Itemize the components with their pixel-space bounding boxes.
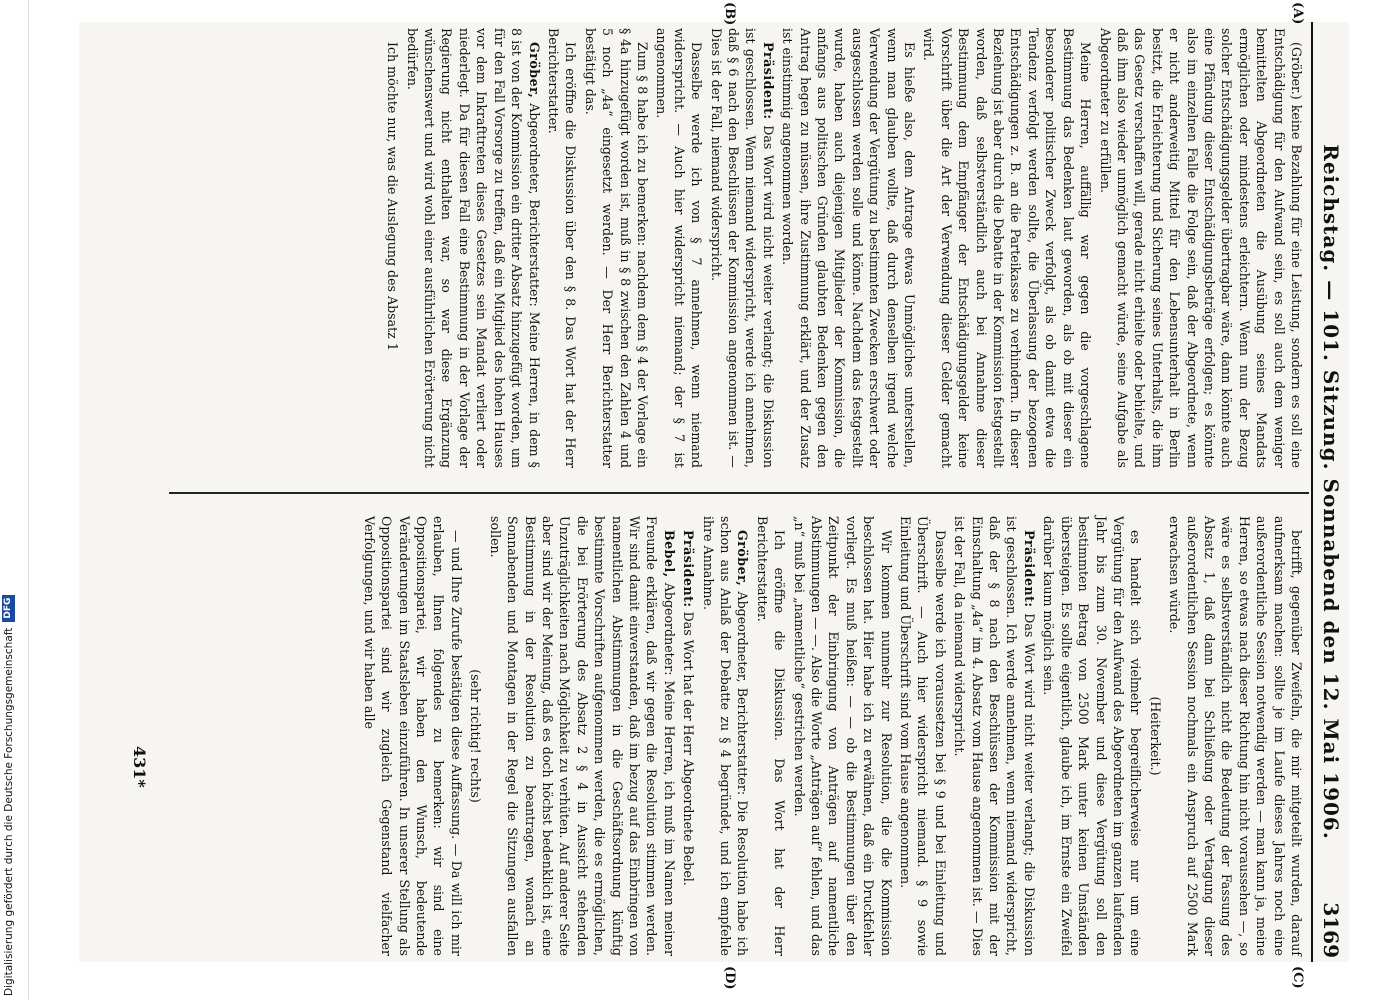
paragraph [1040,516,1144,956]
paragraph-text: Zum § 8 habe ich zu bemerken: nachdem dem § 4 der Vorlage ein § 4a hinzugefügt worden ist, muß in § 8 zwischen den Zahlen 4 und 5 noch „4a“ eingesetzt werden. — Der Herr Berichterstatter bestätigt das. [582,28,650,468]
digitization-credit [2,595,15,996]
margin-marker-d: (D) [722,966,737,990]
right-column [358,516,1305,956]
speaker-name: Gröber, [526,42,542,99]
dfg-logo: DFG [2,595,15,622]
margin-marker-c: (C) [1290,966,1305,989]
paragraph [467,516,484,956]
paragraph [897,516,949,956]
page-title: Reichstag. — 101. Sitzung. Sonnabend den 12. Mai 1906. [1319,144,1343,840]
paragraph-text: Ich möchte nur, was die Auslegung des Absatz 1 [385,42,401,351]
paragraph-text: Das Wort wird nicht weiter verlangt; die Diskussion ist geschlossen. Wenn niemand widerspricht, werde ich annehmen, daß § 6 nach den Beschlüssen der Kommission angenommen ist. — Dies ist der Fall, niemand widerspricht. [708,28,776,468]
paragraph-text: Ich eröffne die Diskussion über den § 8. Das Wort hat der Herr Berichterstatter. [545,28,579,468]
paragraph [707,28,777,468]
paragraph-text: Dasselbe werde ich von § 7 annehmen, wenn niemand widerspricht. — Auch hier widerspricht niemand; der § 7 ist angenommen. [654,28,705,468]
sheet-number: 431* [130,746,149,788]
paragraph-text: betrifft, gegenüber Zweifeln, die mir mitgeteilt wurden, darauf aufmerksam machen: sollte je im Laufe dieses Jahres noch eine außerordentliche Session notwendig werden — man kann ja, meine Herren, so etwas nach dieser Richtung hin nicht voraussehen —, so wäre es selbstverständlich nicht die Bedeutung der Fassung des Absatz 1, daß dann bei Schließung oder Vertagung dieser außerordentlichen Session nochmals ein Anspruch auf 2500 Mark erwachsen würde. [1167,516,1304,956]
paragraph [1166,516,1305,956]
paragraph-text: Abgeordneter, Berichterstatter: Meine Herren, in dem § 8 ist von der Kommission ein dritter Absatz hinzugefügt worden, um für den Fall Vorsorge zu treffen, daß ein Mitglied des hohen Hauses vor dem Inkrafttreten dieses Gesetzes sein Mandat verliert oder niederlegt. Da für diesen Fall eine Bestimmung in der Vorlage der Regierung nicht enthalten war, so war diese Ergänzung wünschenswert und wird wohl einer ausführlichen Erörterung nicht bedürfen. [404,28,542,468]
paragraph [753,516,788,956]
paragraph [360,516,464,956]
paragraph [951,516,1038,956]
paragraph [653,28,705,468]
paragraph-text: — und Ihre Zurufe bestätigen diese Auffassung. — Da will ich mir erlauben, Ihnen folgendes zu bemerken: wir sind eine Oppositionspartei, wir haben den Wunsch, bedeutende Veränderungen im Staatsleben einzuführen. In unserer Stellung als Oppositionspartei sind wir zugleich Gegenstand vielfacher Verfolgungen, und wir haben alle [361,516,464,956]
speaker-name: Präsident: [1021,530,1037,608]
paragraph-text: (Gröber.) keine Bezahlung für eine Leistung, sondern es soll eine Entschädigung für den Aufwand sein, es soll auch dem weniger bemittelten Abgeordneten die Ausübung seines Mandats ermöglichen oder mindestens erleichtern. Wenn nun der Bezug solcher Entschädigungsgelder übertragbar wäre, dann könnte auch eine Pfändung dieser Entschädigungsbeträge erfolgen; es könnte also im einzelnen Falle die Folge sein, daß der Abgeordnete, wenn er nicht anderweitig Mittel für den Lebensunterhalt in Berlin besitzt, die Erleichterung und Sicherung seines Unterhalts, die ihm das Gesetz verschaffen will, gerade nicht erhielte oder behielte, und daß ihm also wieder unmöglich gemacht würde, seine Aufgabe als Abgeordneter zu erfüllen. [1097,28,1304,468]
margin-marker-b: (B) [722,2,737,26]
speaker-name: Präsident: [760,42,776,120]
paragraph [403,28,542,468]
paragraph [1146,516,1163,956]
paragraph-text: es handelt sich vielmehr begreiflicherweise nur um eine Vergütung für den Aufwand des Abgeordneten im ganzen laufenden Jahr bis zum 30. November und diese Vergütung soll den bestimmten Betrag von 2500 Mark unter keinen Umständen übersteigen. Es sollte eigentlich, glaube ich, im Ernste ein Zweifel darüber kaum möglich sein. [1041,516,1144,956]
paragraph-text: Dasselbe werde ich voraussetzen bei § 9 und bei Einleitung und Überschrift. — Auch hier widerspricht niemand. § 9 sowie Einleitung und Überschrift sind vom Hause angenommen. [898,516,948,956]
paragraph-text: Das Wort wird nicht weiter verlangt; die Diskussion ist geschlossen. Ich werde annehmen, wenn niemand widerspricht, daß der § 8 nach den Beschlüssen der Kommission mit der Einschaltung „4a“ im 4. Absatz vom Hause angenommen ist. — Dies ist der Fall, da niemand widerspricht. [952,516,1037,956]
paragraph-text: Das Wort hat der Herr Abgeordnete Bebel. [681,611,697,886]
margin-marker-a: (A) [1290,2,1305,25]
column-divider [169,492,1309,494]
paragraph [699,516,751,956]
paragraph-text: (sehr richtig! rechts) [468,669,484,803]
paragraph [384,28,401,468]
page-header [1311,22,1349,962]
paragraph-text: Abgeordneter, Berichterstatter: Die Resolution habe ich schon aus Anlaß der Debatte zu § 4 begründet, und ich empfehle ihre Annahme. [700,516,751,956]
paragraph-text: (Heiterkeit.) [1147,696,1163,776]
left-column [382,28,1305,468]
paragraph-text: Wir kommen nunmehr zur Resolution, die die Kommission beschlossen hat. Hier habe ich zu erwähnen, daß ein Druckfehler vorliegt. Es muß heißen: — — ob die Bestimmungen über den Zeitpunkt der Einbringung von Anträgen auf namentliche Abstimmungen — —. Also die Worte „Anträgen auf“ fehlen, und das „n“ muß bei „namentliche“ gestrichen werden. [791,516,894,956]
paragraph [680,516,697,956]
paragraph [581,28,651,468]
paragraph-text: Ich eröffne die Diskussion. Das Wort hat der Herr Berichterstatter. [754,516,788,956]
paragraph-text: Meine Herren, auffällig war gegen die vorgeschlagene Bestimmung das Bedenken laut geworden, als ob mit dieser ein besonderer politischer Zweck verfolgt, als ob damit etwa die Tendenz verfolgt werden sollte, die Überlassung der bezogenen Entschädigungen z. B. an die Parteikasse zu verhindern. In dieser Beziehung ist aber durch die Debatte in der Kommission festgestellt worden, daß selbstverständlich auch bei Annahme dieser Bestimmung dem Empfänger der Entschädigungsgelder keine Vorschrift über die Art der Verwendung dieser Gelder gemacht wird. [921,28,1094,468]
paragraph [790,516,894,956]
speaker-name: Präsident: [681,530,697,608]
document-page [79,2,1349,990]
paragraph [545,28,580,468]
paragraph [920,28,1094,468]
paragraph [1096,28,1305,468]
paragraph-text: Es hieße also, dem Antrage etwas Unmögliches unterstellen, wenn man glauben wollte, daß durch denselben irgend welche Verwendung der Vergütung zu bestimmten Zwecken erschwert oder ausgeschlossen werden solle und könne. Nachdem das festgestellt wurde, haben auch diejenigen Mitglieder der Kommission, die anfangs aus politischen Gründen glaubten Bedenken gegen den Antrag hegen zu müssen, ihre Zustimmung erklärt, und der Zusatz ist einstimmig angenommen worden. [780,28,918,468]
speaker-name: Gröber, [735,530,751,587]
page-number: 3169 [1319,902,1343,958]
paragraph [486,516,677,956]
paragraph [779,28,918,468]
paragraph-text: Abgeordneter: Meine Herren, ich muß im Namen meiner Freunde erklären, daß wir gegen die Resolution stimmen werden. Wir sind damit einverstanden, daß im bezug auf das Einbringen von namentlichen Abstimmungen in die Geschäftsordnung künftig bestimmte Vorschriften aufgenommen werden, die es ermöglichen, die bei Erörterung des Absatz 2 § 4 in Aussicht stehenden Unzuträglichkeiten nach Möglichkeit zu verhüten. Auf anderer Seite aber sind wir der Meinung, daß es doch höchst bedenklich ist, eine Bestimmung in der Resolution zu beantragen, wonach an Sonnabenden und Montagen in der Regel die Sitzungen ausfallen sollen. [487,516,677,956]
scan-edge [28,0,29,1000]
credit-text: Digitalisierung gefördert durch die Deutsche Forschungsgemeinschaft [2,627,15,996]
speaker-name: Bebel, [661,530,677,578]
